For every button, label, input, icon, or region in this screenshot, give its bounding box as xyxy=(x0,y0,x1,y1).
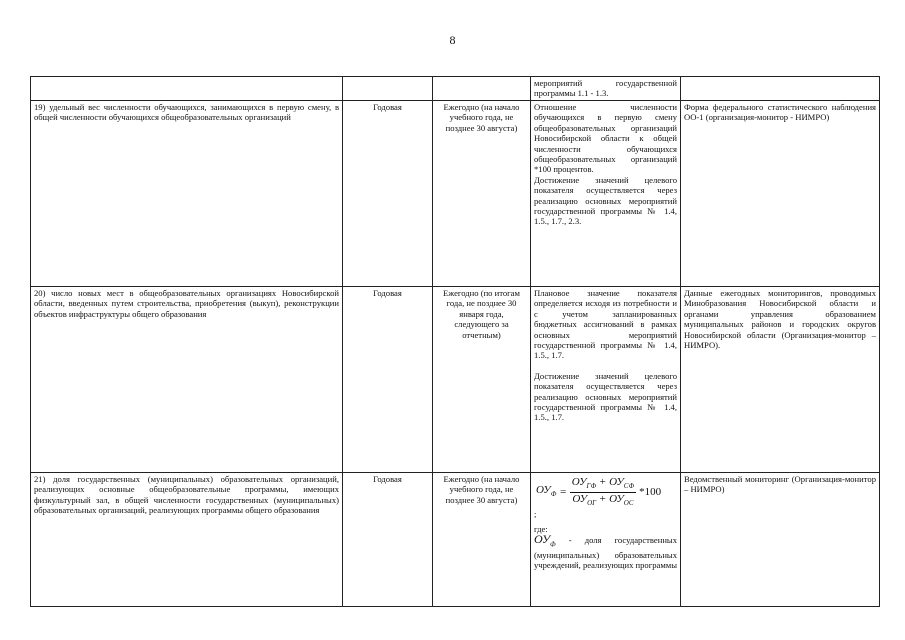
method-cell xyxy=(531,101,681,287)
indicator-name-cell: 19) удельный вес численности обучающихся, занимающихся в первую смену, в общей численности обучающихся общеобразовательных организаций xyxy=(31,101,343,287)
method-text: Отношение численности обучающихся в первую смену общеобразовательных организаций Новосибирской области к общей численности обучающихся общеобразовательных организаций *100 процентов. xyxy=(534,102,677,175)
method-text: ; xyxy=(534,509,537,520)
method-where-text: где: xyxy=(534,523,548,534)
formula-denominator: $ОУ_{ОГ} + ОУ_{ОС}$ xyxy=(572,493,634,508)
method-achievement-text: Достижение значений целевого показателя осуществляется через реализацию основных мероприятий государственной программы № 1.4, 1.5., 1.7., 2.3. xyxy=(534,174,677,227)
indicator-name-cell: 20) число новых мест в общеобразовательных организациях Новосибирской области, введенных путем строительства, приобретения (выкуп), реконструкции объектов инфраструктуры общего образования xyxy=(31,287,343,473)
table-row xyxy=(31,77,880,101)
method-achievement-text: Достижение значений целевого показателя осуществляется через реализацию основных мероприятий государственной программы № 1.4, 1.5., 1.7. xyxy=(534,370,677,423)
deadline-cell: Ежегодно (по итогам года, не позднее 30 января года, следующего за отчетным) xyxy=(433,287,531,473)
table-row xyxy=(31,101,880,287)
formula: $ОУ_Ф$ = $\frac{ОУ_{ГФ} + ОУ_{СФ}}{ОУ_{ОГ} + ОУ_{ОС}}$ *100 xyxy=(536,476,662,508)
formula-multiplier: *100 xyxy=(639,486,662,499)
indicators-table xyxy=(30,76,880,607)
source-cell: Ведомственный мониторинг (Организация-монитор – НИМРО) xyxy=(681,473,880,607)
method-cell xyxy=(531,287,681,473)
formula-symbol: $ОУ_Ф$ xyxy=(534,532,556,549)
indicator-name-cell: 21) доля государственных (муниципальных) образовательных организаций, реализующих основные общеобразовательные программы, имеющих физкультурный зал, в общей численности государственных (муниципальных) образовательных организаций, реализующих программы общего образования xyxy=(31,473,343,607)
periodicity-cell: Годовая xyxy=(343,287,433,473)
periodicity-cell xyxy=(343,77,433,101)
deadline-cell xyxy=(433,77,531,101)
table-row xyxy=(31,287,880,473)
formula-numerator: $ОУ_{ГФ} + ОУ_{СФ}$ xyxy=(570,476,636,493)
page-number: 8 xyxy=(449,33,456,47)
method-definition-text: $ОУ_Ф$ - доля государственных (муниципальных) образовательных учреждений, реализующих программы xyxy=(534,532,678,571)
method-cell: мероприятий государственной программы 1.1 - 1.3. xyxy=(531,77,681,101)
formula-lhs: $ОУ_Ф$ xyxy=(536,484,557,499)
source-cell: Форма федерального статистического наблюдения ОО-1 (организация-монитор - НИМРО) xyxy=(681,101,880,287)
method-text: Плановое значение показателя определяется исходя из потребности и с учетом запланированных бюджетных ассигнований в рамках основных мероприятий государственной программы № 1.4, 1.5., 1.7. xyxy=(534,288,677,361)
method-cell xyxy=(531,473,681,607)
table-row xyxy=(31,473,880,607)
source-cell: Данные ежегодных мониторингов, проводимых Минобразования Новосибирской области и органами управления образованием муниципальных районов и городских округов Новосибирской области (Организация-монитор – НИМРО). xyxy=(681,287,880,473)
indicator-name-cell xyxy=(31,77,343,101)
deadline-cell: Ежегодно (на начало учебного года, не позднее 30 августа) xyxy=(433,101,531,287)
periodicity-cell: Годовая xyxy=(343,101,433,287)
periodicity-cell: Годовая xyxy=(343,473,433,607)
deadline-cell: Ежегодно (на начало учебного года, не позднее 30 августа) xyxy=(433,473,531,607)
formula-fraction xyxy=(570,476,636,509)
source-cell xyxy=(681,77,880,101)
